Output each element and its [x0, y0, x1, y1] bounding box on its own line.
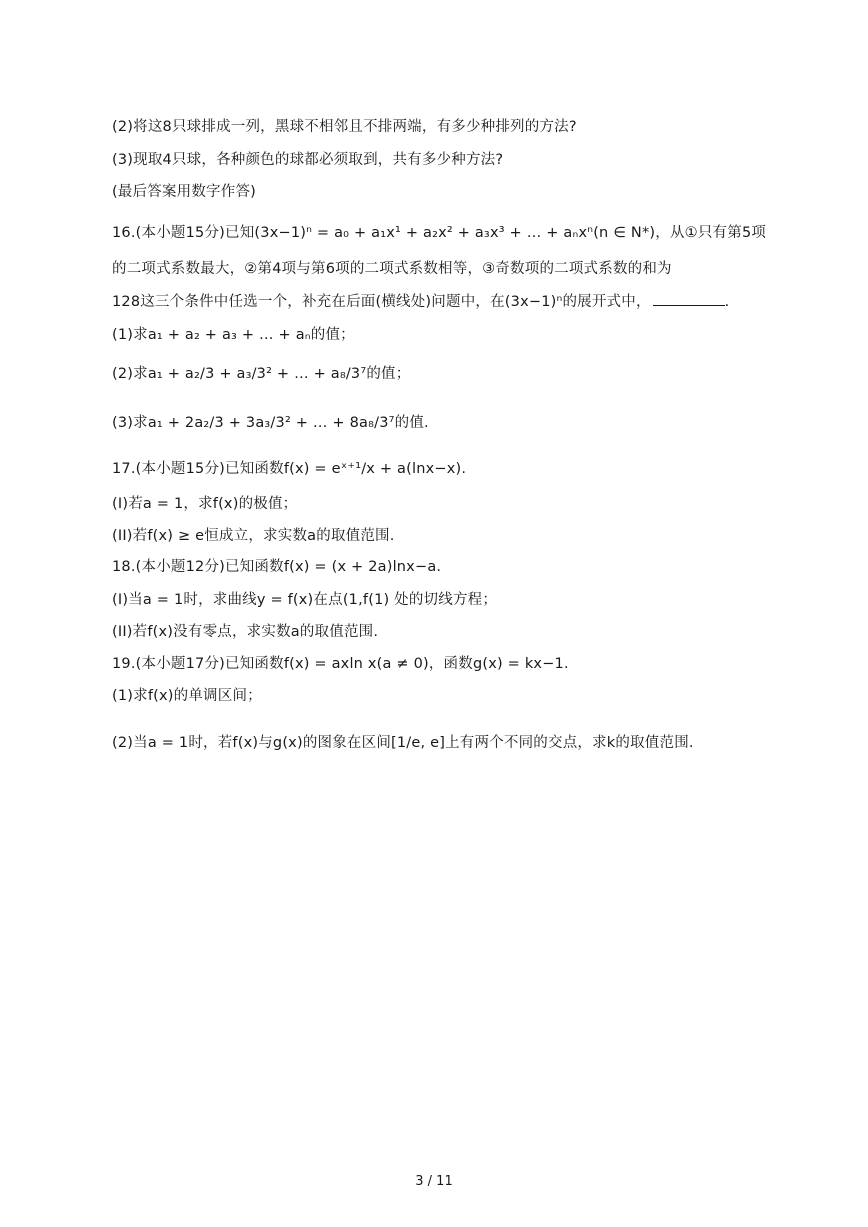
text-line-q15-2: (2)将这8只球排成一列，黑球不相邻且不排两端，有多少种排列的方法? — [112, 119, 577, 135]
q16-prompt-text: 128这三个条件中任选一个，补充在后面(横线处)问题中，在(3x−1)ⁿ的展开式中， — [112, 294, 651, 310]
text-line-q17-2: (II)若f(x) ≥ e恒成立，求实数a的取值范围. — [112, 528, 395, 544]
fill-in-blank — [653, 291, 725, 306]
text-line-q16-1: (1)求a₁ + a₂ + a₃ + … + aₙ的值； — [112, 327, 355, 343]
text-line-q19-stem: 19.(本小题17分)已知函数f(x) = axln x(a ≠ 0)，函数g(x) = kx−1. — [112, 656, 569, 672]
text-line-q16-options: 的二项式系数最大，②第4项与第6项的二项式系数相等，③奇数项的二项式系数的和为 — [112, 261, 672, 277]
page-number: 3 / 11 — [415, 1174, 453, 1189]
text-line-q19-1: (1)求f(x)的单调区间； — [112, 688, 262, 704]
text-line-q16-stem: 16.(本小题15分)已知(3x−1)ⁿ = a₀ + a₁x¹ + a₂x² + a₃x³ + … + aₙxⁿ(n ∈ N*)，从①只有第5项 — [112, 225, 767, 241]
text-line-q17-stem: 17.(本小题15分)已知函数f(x) = eˣ⁺¹/x + a(lnx−x). — [112, 461, 467, 477]
text-line-q15-3: (3)现取4只球，各种颜色的球都必须取到，共有多少种方法? — [112, 152, 504, 168]
q16-prompt-end: . — [724, 294, 730, 310]
text-line-q18-stem: 18.(本小题12分)已知函数f(x) = (x + 2a)lnx−a. — [112, 559, 442, 575]
text-line-q18-2: (II)若f(x)没有零点，求实数a的取值范围. — [112, 624, 379, 640]
text-line-q16-2: (2)求a₁ + a₂/3 + a₃/3² + … + a₈/3⁷的值； — [112, 366, 411, 382]
text-line-q18-1: (I)当a = 1时，求曲线y = f(x)在点(1,f(1) 处的切线方程； — [112, 592, 498, 608]
text-line-q19-2: (2)当a = 1时，若f(x)与g(x)的图象在区间[1/e, e]上有两个不同的交点，求k的取值范围. — [112, 735, 694, 751]
text-line-q17-1: (I)若a = 1，求f(x)的极值； — [112, 496, 298, 512]
text-line-q16-prompt — [112, 291, 729, 313]
text-line-q16-3: (3)求a₁ + 2a₂/3 + 3a₃/3² + … + 8a₈/3⁷的值. — [112, 415, 429, 431]
text-line-q15-note: (最后答案用数字作答) — [112, 184, 257, 200]
